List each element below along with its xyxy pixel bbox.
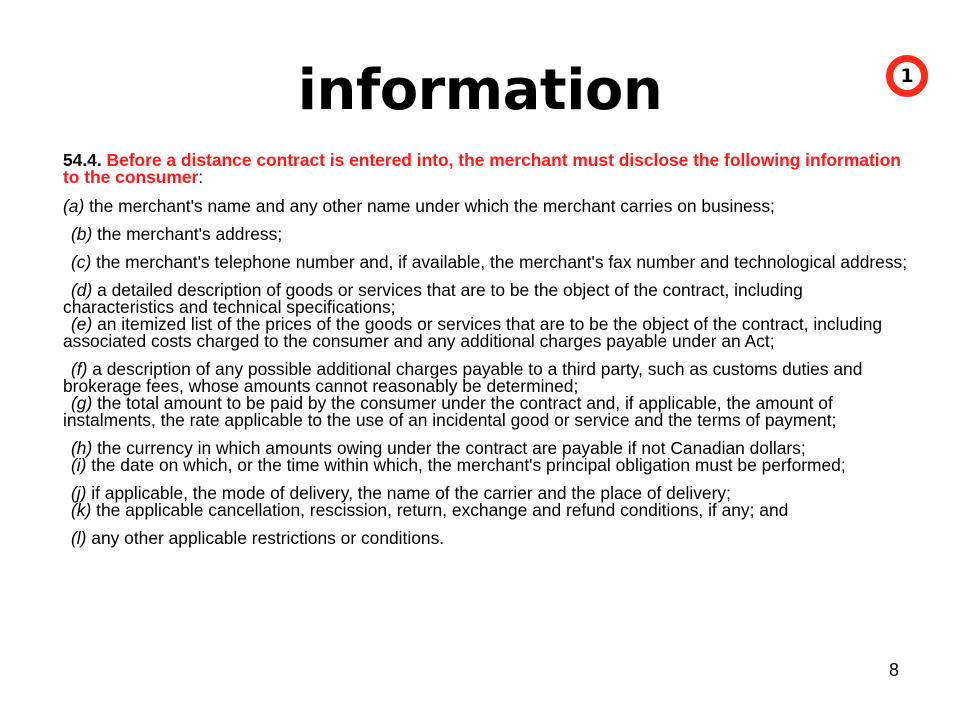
- section-lead: [63, 152, 909, 186]
- item-indent: [63, 500, 71, 520]
- slide-title: information: [297, 58, 663, 123]
- item-letter: (a): [63, 196, 85, 216]
- item-text: the date on which, or the time within which, the merchant's principal obligation must be performed;: [86, 455, 846, 475]
- list-item-l: [63, 530, 909, 547]
- item-indent: [63, 528, 71, 548]
- item-text: if applicable, the mode of delivery, the name of the carrier and the place of delivery;: [86, 483, 731, 503]
- item-text: an itemized list of the prices of the goods or services that are to be the object of the contract, including associated costs charged to the consumer and any additional charges payable under an Act;: [63, 314, 883, 351]
- number-badge: [886, 55, 928, 97]
- section-lead-colon: :: [198, 167, 204, 187]
- item-letter: (g): [71, 393, 93, 413]
- section-number: 54.4.: [63, 150, 107, 170]
- item-letter: (h): [71, 438, 93, 458]
- item-indent: [63, 455, 71, 475]
- item-letter: (f): [71, 359, 88, 379]
- item-text: the applicable cancellation, rescission, return, exchange and refund conditions, if any; and: [91, 500, 789, 520]
- item-letter: (k): [71, 500, 92, 520]
- item-text: a description of any possible additional charges payable to a third party, such as customs duties and brokerage fees, whose amounts cannot reasonably be determined;: [63, 359, 863, 396]
- badge-number: 1: [900, 64, 914, 87]
- item-text: the currency in which amounts owing under the contract are payable if not Canadian dollars;: [92, 438, 806, 458]
- item-letter: (c): [71, 252, 92, 272]
- item-text: the merchant's address;: [92, 224, 283, 244]
- item-text: the total amount to be paid by the consumer under the contract and, if applicable, the amount of instalments, the rate applicable to the use of an incidental good or service and the terms of payment;: [63, 393, 837, 430]
- list-item-i: [63, 457, 909, 474]
- list-item-b: [63, 226, 909, 243]
- item-letter: (i): [71, 455, 87, 475]
- item-text: the merchant's telephone number and, if available, the merchant's fax number and technological address;: [91, 252, 908, 272]
- list-item-d: [63, 282, 909, 316]
- item-letter: (l): [71, 528, 87, 548]
- list-item-e: [63, 316, 909, 350]
- page-number: 8: [889, 660, 900, 680]
- item-letter: (j): [71, 483, 87, 503]
- item-letter: (d): [71, 280, 93, 300]
- item-text: the merchant's name and any other name under which the merchant carries on business;: [84, 196, 775, 216]
- list-item-g: [63, 395, 909, 429]
- item-indent: [63, 252, 71, 272]
- list-item-c: [63, 254, 909, 271]
- item-text: any other applicable restrictions or conditions.: [86, 528, 445, 548]
- item-letter: (b): [71, 224, 93, 244]
- list-item-f: [63, 361, 909, 395]
- item-letter: (e): [71, 314, 93, 334]
- slide-content: [63, 152, 909, 547]
- list-item-k: [63, 502, 909, 519]
- item-text: a detailed description of goods or services that are to be the object of the contract, including characteristics and technical specifications;: [63, 280, 803, 317]
- list-item-a: [63, 198, 909, 215]
- section-lead-text: Before a distance contract is entered into, the merchant must disclose the following information to the consumer: [63, 150, 901, 187]
